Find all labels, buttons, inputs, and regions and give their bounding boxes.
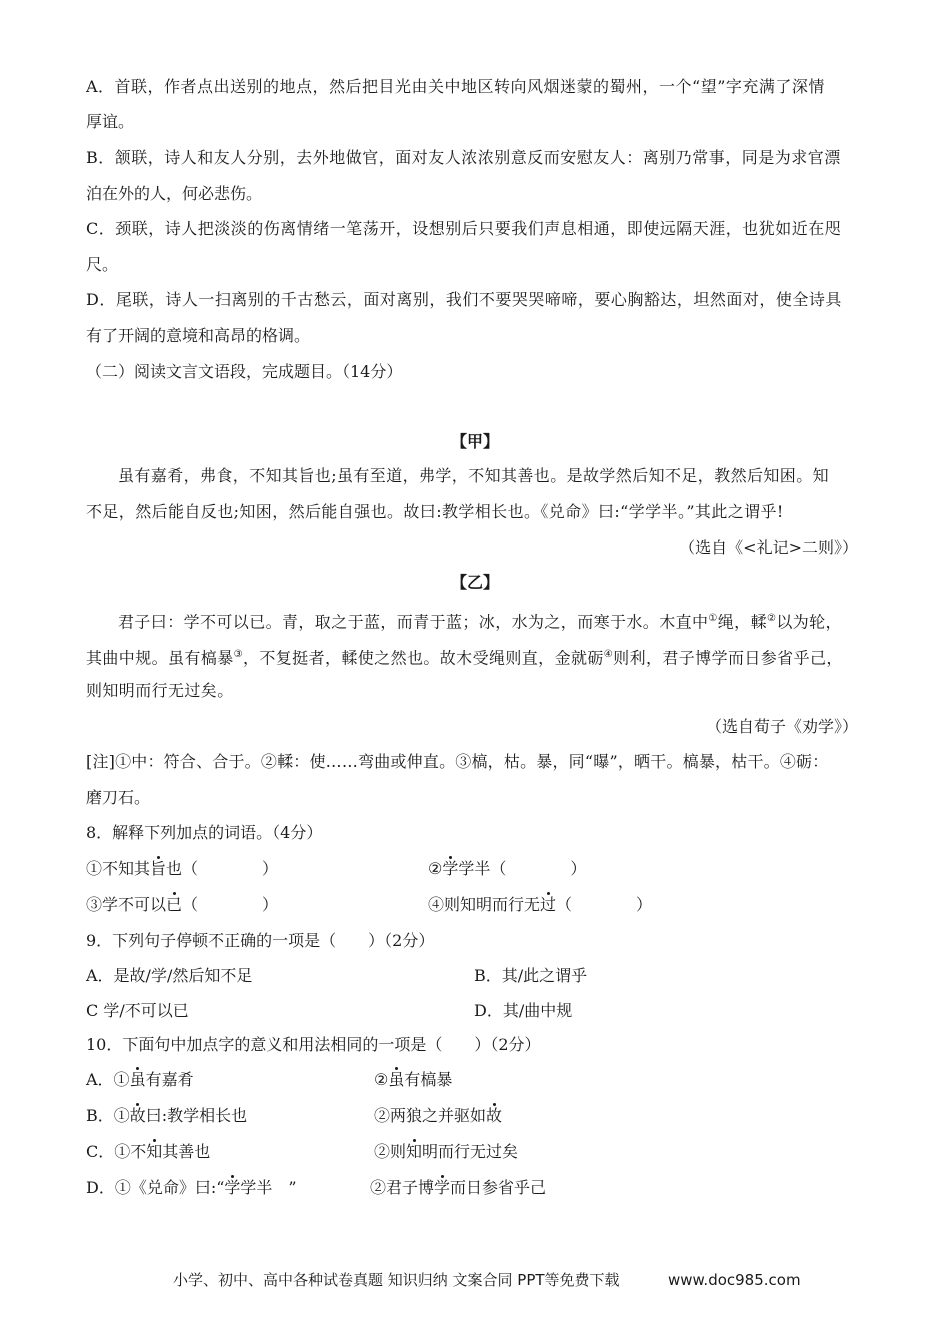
q8-text: 学半（ ）	[458, 859, 587, 878]
q10-text: 有槁暴	[404, 1070, 453, 1089]
q9-option-a: A．是故/学/然后知不足	[86, 966, 253, 985]
q10-text: 曰:教学相长也	[145, 1106, 248, 1125]
q8-text: ①不知其	[86, 859, 151, 878]
section-title: （二）阅读文言文语段，完成题目。（14分）	[86, 362, 403, 381]
q9-option-c: C 学/不可以已	[86, 1001, 189, 1020]
passage-jia-heading: 【甲】	[450, 432, 499, 451]
option-b-line1: B．颔联，诗人和友人分别，去外地做官，面对友人浓浓别意反而安慰友人：离别乃常事，同是为求官漂	[86, 148, 841, 167]
q10-option-d-2	[370, 1178, 546, 1198]
yi-text: 绳，輮	[717, 612, 767, 632]
q8-text: （ ）	[182, 895, 279, 914]
q10-text: B．①	[86, 1106, 130, 1125]
q10-option-a-2	[374, 1070, 452, 1090]
question-10-stem: 10．下面句中加点字的意义和用法相同的一项是（ ）（2分）	[86, 1035, 541, 1054]
option-d-line1: D．尾联，诗人一扫离别的千古愁云，面对离别，我们不要哭哭啼啼，要心胸豁达，坦然面对，使全诗具	[86, 290, 842, 309]
footnote-mark: ③	[233, 649, 243, 660]
q10-text: ②君子博	[370, 1178, 435, 1197]
q9-option-d: D．其/曲中规	[474, 1001, 573, 1020]
q10-text: ②	[374, 1070, 389, 1089]
option-a-line2: 厚谊。	[86, 112, 135, 131]
q9-option-b: B．其/此之谓乎	[474, 966, 588, 985]
q10-text: D．①《兑命》曰:“	[86, 1178, 225, 1197]
q10-text: 学半 ”	[240, 1178, 297, 1197]
option-d-line2: 有了开阔的意境和高昂的格调。	[86, 326, 311, 345]
dotted-char: 学	[224, 1178, 241, 1197]
question-8-stem: 8．解释下列加点的词语。（4分）	[86, 823, 323, 842]
dotted-char: 学	[442, 859, 459, 878]
q10-text: ②两狼之并驱如	[374, 1106, 487, 1125]
q10-option-c-1	[86, 1142, 210, 1162]
passage-jia-line1: 虽有嘉肴，弗食，不知其旨也;虽有至道，弗学，不知其善也。是故学然后知不足，教然后知困。知	[118, 466, 829, 485]
q8-text: ②	[428, 859, 443, 878]
passage-yi-line2	[86, 645, 843, 668]
q10-option-a-1	[86, 1070, 194, 1090]
dotted-char: 学	[434, 1178, 451, 1197]
footnote-mark: ②	[766, 613, 777, 624]
footer-text: 小学、初中、高中各种试卷真题 知识归纳 文案合同 PPT等免费下载	[173, 1271, 620, 1289]
yi-text: 则利，君子博学而日参省乎己，	[613, 648, 843, 668]
dotted-char: 虽	[129, 1070, 146, 1089]
q10-text: 而日参省乎己	[450, 1178, 547, 1197]
q8-item-1	[86, 859, 278, 879]
option-c-line1: C．颈联，诗人把淡淡的伤离情绪一笔荡开，设想别后只要我们声息相通，即使远隔天涯，也犹如近在咫	[86, 219, 842, 238]
passage-jia-line2: 不足，然后能自反也;知困，然后能自强也。故曰:教学相长也。《兑命》曰:“学学半。”其此之谓乎!	[86, 502, 784, 521]
dotted-char: 已	[166, 895, 183, 914]
dotted-char: 故	[129, 1106, 146, 1125]
q8-text: ③学不可以	[86, 895, 167, 914]
passage-jia-source: （选自《<礼记>二则》）	[679, 538, 858, 557]
yi-text: 其曲中规。虽有槁暴	[86, 648, 234, 668]
dotted-char: 过	[540, 895, 557, 914]
footnote-mark: ④	[603, 649, 614, 660]
yi-text: ，不复挺者，輮使之然也。故木受绳则直，金就砺	[242, 648, 604, 668]
q8-item-3	[86, 895, 278, 915]
notes-line1: [注]①中：符合、合于。②輮：使……弯曲或伸直。③槁，枯。暴，同“曝”，晒干。槁暴，枯干。④砺：	[86, 752, 829, 771]
q8-item-2	[428, 859, 586, 879]
q10-text: C．①不	[86, 1142, 147, 1161]
q10-text: A．①	[86, 1070, 130, 1089]
dotted-char: 知	[146, 1142, 163, 1161]
q10-text: 其善也	[162, 1142, 211, 1161]
yi-text: 以为轮，	[776, 612, 842, 632]
passage-yi-source: （选自荀子《劝学》）	[705, 717, 858, 736]
notes-line2: 磨刀石。	[86, 788, 151, 807]
q10-option-c-2	[374, 1142, 518, 1162]
q8-text: 也（ ）	[166, 859, 279, 878]
question-9-stem: 9．下列句子停顿不正确的一项是（ ）（2分）	[86, 931, 435, 950]
option-c-line2: 尺。	[86, 255, 119, 274]
passage-yi-heading: 【乙】	[450, 573, 499, 592]
option-a-line1: A．首联，作者点出送别的地点，然后把目光由关中地区转向风烟迷蒙的蜀州，一个“望”字充满了深情	[86, 77, 825, 96]
dotted-char: 虽	[388, 1070, 405, 1089]
q10-text: 明而行无过矣	[422, 1142, 519, 1161]
footnote-mark: ①	[708, 613, 718, 624]
passage-yi-line1	[118, 609, 842, 632]
q10-text: 有嘉肴	[145, 1070, 194, 1089]
q8-text: ④则知明而行无	[428, 895, 541, 914]
q8-text: （ ）	[556, 895, 653, 914]
q10-option-b-2	[374, 1106, 502, 1126]
q10-option-b-1	[86, 1106, 247, 1126]
dotted-char: 旨	[150, 859, 167, 878]
passage-yi-line3: 则知明而行无过矣。	[86, 681, 234, 700]
footer-site-link[interactable]: www.doc985.com	[668, 1271, 801, 1289]
dotted-char: 故	[486, 1106, 503, 1125]
q10-option-d-1	[86, 1178, 297, 1198]
q10-text: ②则	[374, 1142, 407, 1161]
dotted-char: 知	[406, 1142, 423, 1161]
q8-item-4	[428, 895, 652, 915]
option-b-line2: 泊在外的人，何必悲伤。	[86, 184, 263, 203]
yi-text: 君子曰：学不可以已。青，取之于蓝，而青于蓝；冰，水为之，而寒于水。木直中	[118, 612, 709, 632]
